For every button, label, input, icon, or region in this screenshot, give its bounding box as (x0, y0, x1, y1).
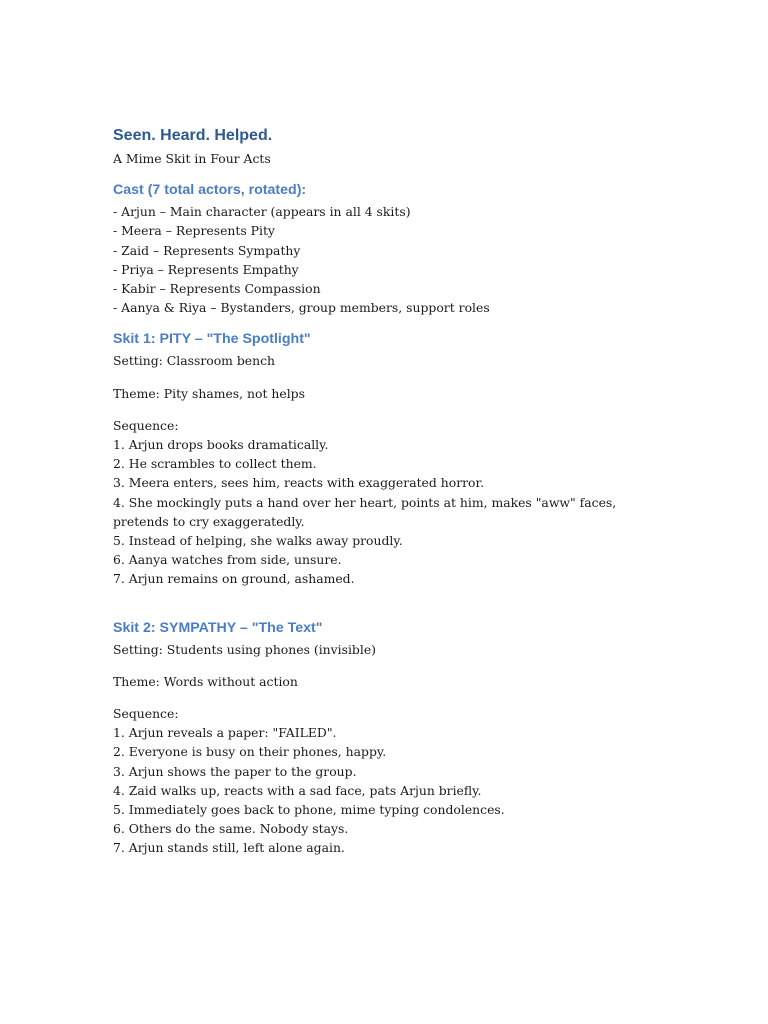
skit1-step: 3. Meera enters, sees him, reacts with exaggerated horror. (113, 475, 485, 491)
cast-item-aanya-riya: - Aanya & Riya – Bystanders, group members, support roles (113, 300, 490, 316)
skit1-sequence-label: Sequence: (113, 417, 179, 433)
cast-item-kabir: - Kabir – Represents Compassion (113, 281, 321, 297)
skit2-step: 2. Everyone is busy on their phones, happy. (113, 744, 387, 760)
skit1-heading: Skit 1: PITY – "The Spotlight" (113, 331, 311, 348)
skit1-setting: Setting: Classroom bench (113, 353, 276, 369)
skit2-step: 1. Arjun reveals a paper: "FAILED". (113, 725, 337, 741)
skit2-heading: Skit 2: SYMPATHY – "The Text" (113, 619, 323, 636)
cast-item-meera: - Meera – Represents Pity (113, 223, 275, 239)
cast-item-priya: - Priya – Represents Empathy (113, 261, 299, 277)
skit1-theme: Theme: Pity shames, not helps (113, 385, 305, 401)
skit1-steps (113, 435, 673, 589)
skit1-step: 5. Instead of helping, she walks away proudly. (113, 533, 403, 549)
skit1-step: 7. Arjun remains on ground, ashamed. (113, 571, 355, 587)
skit2-theme: Theme: Words without action (113, 673, 298, 689)
document-page (113, 126, 673, 858)
cast-heading: Cast (7 total actors, rotated): (113, 182, 307, 199)
skit1-step: 2. He scrambles to collect them. (113, 456, 317, 472)
cast-item-zaid: - Zaid – Represents Sympathy (113, 242, 301, 258)
document-subtitle: A Mime Skit in Four Acts (113, 151, 271, 166)
skit2-step: 7. Arjun stands still, left alone again. (113, 840, 345, 856)
skit2-setting: Setting: Students using phones (invisible) (113, 641, 376, 657)
skit2-step: 4. Zaid walks up, reacts with a sad face, pats Arjun briefly. (113, 782, 482, 798)
cast-list (113, 202, 673, 317)
skit1-step: 4. She mockingly puts a hand over her heart, points at him, makes "aww" faces, pretends to cry exaggeratedly. (113, 494, 617, 529)
cast-item-arjun: - Arjun – Main character (appears in all 4 skits) (113, 204, 411, 220)
skit2-step: 5. Immediately goes back to phone, mime typing condolences. (113, 802, 505, 818)
skit2-step: 6. Others do the same. Nobody stays. (113, 821, 349, 837)
skit1-step: 1. Arjun drops books dramatically. (113, 437, 329, 453)
skit2-steps (113, 723, 673, 857)
skit1-step: 6. Aanya watches from side, unsure. (113, 552, 342, 568)
document-title: Seen. Heard. Helped. (113, 127, 273, 144)
skit2-sequence-label: Sequence: (113, 706, 179, 722)
skit2-step: 3. Arjun shows the paper to the group. (113, 763, 357, 779)
